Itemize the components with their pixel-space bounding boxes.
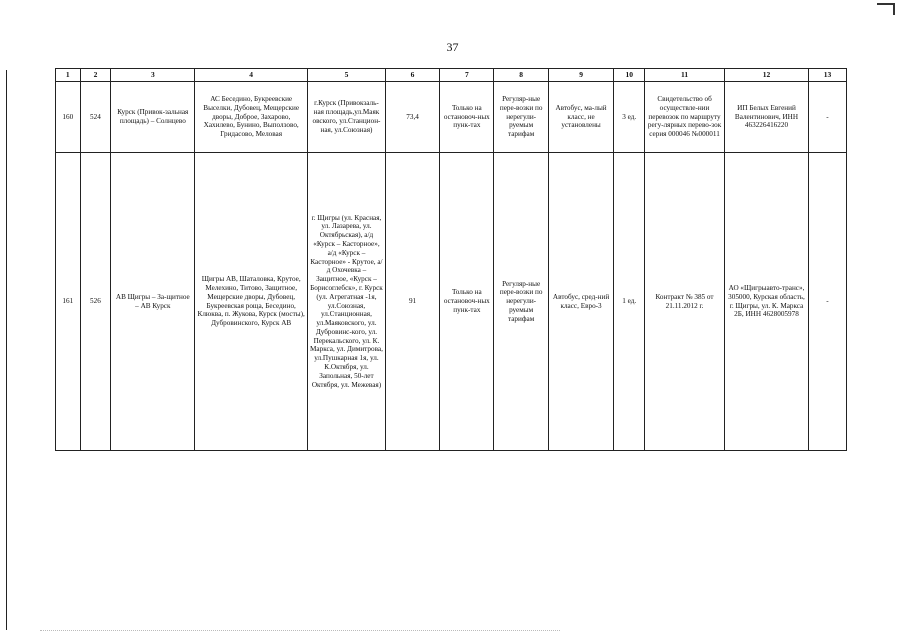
cell-document: Контракт № 385 от 21.11.2012 г. [645,153,725,451]
cell-vehicle-class: Автобус, ма-лый класс, не установлены [548,82,614,153]
cell-stops: Щигры АВ, Шаталовка, Крутое, Мелехино, Титово, Защитное, Мещерские дворы, Дубовец, Букреевская роща, Беседино, Клюква, п. Жукова, Курск (мосты), Дубровинского, Курск АВ [195,153,308,451]
header-cell: 5 [308,69,386,82]
header-cell: 12 [724,69,808,82]
cell-length: 73,4 [385,82,439,153]
header-cell: 9 [548,69,614,82]
cell-vehicle-class: Автобус, сред-ний класс, Евро-3 [548,153,614,451]
cell-document: Свидетельство об осуществле-нии перевозок по маршруту регу-лярных перево-зок серия 000046 №000011 [645,82,725,153]
cell-route-number: 524 [80,82,111,153]
header-cell: 10 [614,69,645,82]
cell-row-number: 160 [56,82,81,153]
header-cell: 2 [80,69,111,82]
table-row [56,153,847,451]
cell-streets: г. Щигры (ул. Красная, ул. Лазарева, ул. Октябрьская), а/д «Курск – Касторное», а/д «Курск – Касторное» - Крутое, а/д Охочевка – Защитное, «Курск – Борисоглебск», г. Курск (ул. Агрегатная -1я, ул.Союзная, ул.Станционная, ул.Маяковского, ул. Дубровинс-кого, ул. Перекальского, ул. К. Маркса, ул. Димитрова, ул.Пушкарная 1я, ул. К.Октября, ул. Запольная, 50-лет Октября, ул. Межевая) [308,153,386,451]
cell-carrier: ИП Белых Евгений Валентинович, ИНН 463226416220 [724,82,808,153]
header-cell: 6 [385,69,439,82]
header-cell: 4 [195,69,308,82]
scan-left-edge [6,70,7,630]
header-cell: 11 [645,69,725,82]
table-row [56,82,847,153]
cell-boarding-order: Только на остановоч-ных пунк-тах [440,153,494,451]
cell-stops: АС Беседино, Букреевские Выселки, Дубовец, Мещерские дворы, Доброе, Захарово, Хахилево, Бунино, Выползово, Гридасово, Меловая [195,82,308,153]
header-cell: 3 [111,69,195,82]
cell-route-number: 526 [80,153,111,451]
cell-streets: г.Курск (Привокзаль-ная площадь,ул.Маяк овского, ул.Станцион-ная, ул.Союзная) [308,82,386,153]
cell-carrier: АО «Щигрыавто-транс», 305000, Курская область, г. Щигры, ул. К. Маркса 2Б, ИНН 4628005978 [724,153,808,451]
header-row [56,69,847,82]
header-cell: 13 [809,69,847,82]
page-number: 37 [446,40,459,54]
cell-row-number: 161 [56,153,81,451]
cell-transport-type: Регуляр-ные пере-возки по нерегули-руемым тарифам [494,153,548,451]
cell-route-name: Курск (Привок-зальная площадь) – Солнцево [111,82,195,153]
cell-vehicle-count: 1 ед. [614,153,645,451]
scan-corner-mark [877,3,895,15]
route-table [55,68,847,451]
cell-route-name: АВ Щигры – За-щитное – АВ Курск [111,153,195,451]
cell-transport-type: Регуляр-ные пере-возки по нерегули-руемым тарифам [494,82,548,153]
cell-vehicle-count: 3 ед. [614,82,645,153]
cell-notes: - [809,153,847,451]
cell-length: 91 [385,153,439,451]
cell-notes: - [809,82,847,153]
scan-footer-noise [40,630,560,632]
header-cell: 8 [494,69,548,82]
header-cell: 7 [440,69,494,82]
cell-boarding-order: Только на остановоч-ных пунк-тах [440,82,494,153]
header-cell: 1 [56,69,81,82]
